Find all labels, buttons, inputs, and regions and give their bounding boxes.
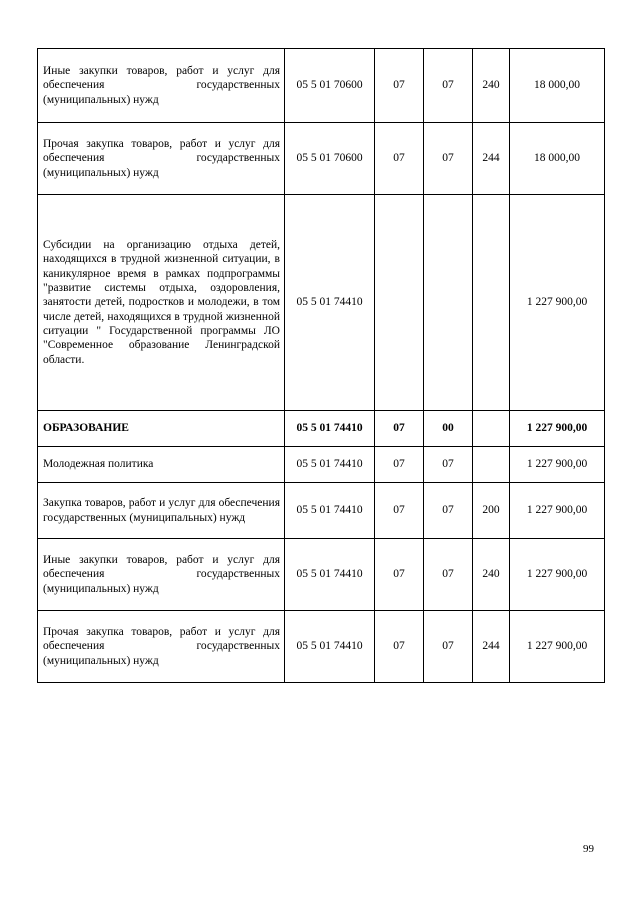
expense-type-cell <box>473 195 510 411</box>
subsection-cell: 07 <box>424 447 473 483</box>
amount-cell: 1 227 900,00 <box>510 483 605 539</box>
subsection-cell <box>424 195 473 411</box>
row-name-cell: Иные закупки товаров, работ и услуг для обеспечения государственных (муниципальных) нужд <box>38 49 285 123</box>
table-row <box>38 49 605 123</box>
target-code-cell: 05 5 01 74410 <box>285 611 375 683</box>
row-name-cell: Прочая закупка товаров, работ и услуг для обеспечения государственных (муниципальных) нужд <box>38 123 285 195</box>
table-row <box>38 539 605 611</box>
row-name-cell: Субсидии на организацию отдыха детей, находящихся в трудной жизненной ситуации, в каникулярное время в рамках подпрограммы "развитие системы отдыха, оздоровления, занятости детей, подростков и молодежи, в том числе детей, находящихся в трудной жизненной ситуации " Государственной программы ЛО "Современное образование Ленинградской области. <box>38 195 285 411</box>
target-code-cell: 05 5 01 70600 <box>285 49 375 123</box>
target-code-cell: 05 5 01 74410 <box>285 539 375 611</box>
row-name-cell: Закупка товаров, работ и услуг для обеспечения государственных (муниципальных) нужд <box>38 483 285 539</box>
table-row <box>38 411 605 447</box>
subsection-cell: 07 <box>424 539 473 611</box>
expense-type-cell: 244 <box>473 123 510 195</box>
subsection-cell: 07 <box>424 123 473 195</box>
section-cell: 07 <box>375 447 424 483</box>
row-name-cell: Прочая закупка товаров, работ и услуг для обеспечения государственных (муниципальных) нужд <box>38 611 285 683</box>
table-row <box>38 611 605 683</box>
section-cell: 07 <box>375 411 424 447</box>
table-row <box>38 195 605 411</box>
subsection-cell: 07 <box>424 483 473 539</box>
section-cell: 07 <box>375 483 424 539</box>
amount-cell: 1 227 900,00 <box>510 611 605 683</box>
table-row <box>38 483 605 539</box>
page-number: 99 <box>583 843 594 855</box>
target-code-cell: 05 5 01 74410 <box>285 447 375 483</box>
expense-type-cell: 244 <box>473 611 510 683</box>
section-cell: 07 <box>375 611 424 683</box>
table-row <box>38 123 605 195</box>
row-name-cell: ОБРАЗОВАНИЕ <box>38 411 285 447</box>
subsection-cell: 00 <box>424 411 473 447</box>
table-row <box>38 447 605 483</box>
section-cell: 07 <box>375 49 424 123</box>
amount-cell: 1 227 900,00 <box>510 195 605 411</box>
amount-cell: 1 227 900,00 <box>510 539 605 611</box>
amount-cell: 18 000,00 <box>510 123 605 195</box>
row-name-cell: Молодежная политика <box>38 447 285 483</box>
subsection-cell: 07 <box>424 49 473 123</box>
subsection-cell: 07 <box>424 611 473 683</box>
row-name-cell: Иные закупки товаров, работ и услуг для обеспечения государственных (муниципальных) нужд <box>38 539 285 611</box>
expense-type-cell: 240 <box>473 49 510 123</box>
section-cell: 07 <box>375 123 424 195</box>
budget-table <box>37 48 605 683</box>
target-code-cell: 05 5 01 74410 <box>285 195 375 411</box>
amount-cell: 1 227 900,00 <box>510 411 605 447</box>
target-code-cell: 05 5 01 74410 <box>285 483 375 539</box>
amount-cell: 18 000,00 <box>510 49 605 123</box>
expense-type-cell <box>473 411 510 447</box>
expense-type-cell <box>473 447 510 483</box>
amount-cell: 1 227 900,00 <box>510 447 605 483</box>
expense-type-cell: 240 <box>473 539 510 611</box>
section-cell: 07 <box>375 539 424 611</box>
section-cell <box>375 195 424 411</box>
target-code-cell: 05 5 01 70600 <box>285 123 375 195</box>
expense-type-cell: 200 <box>473 483 510 539</box>
target-code-cell: 05 5 01 74410 <box>285 411 375 447</box>
